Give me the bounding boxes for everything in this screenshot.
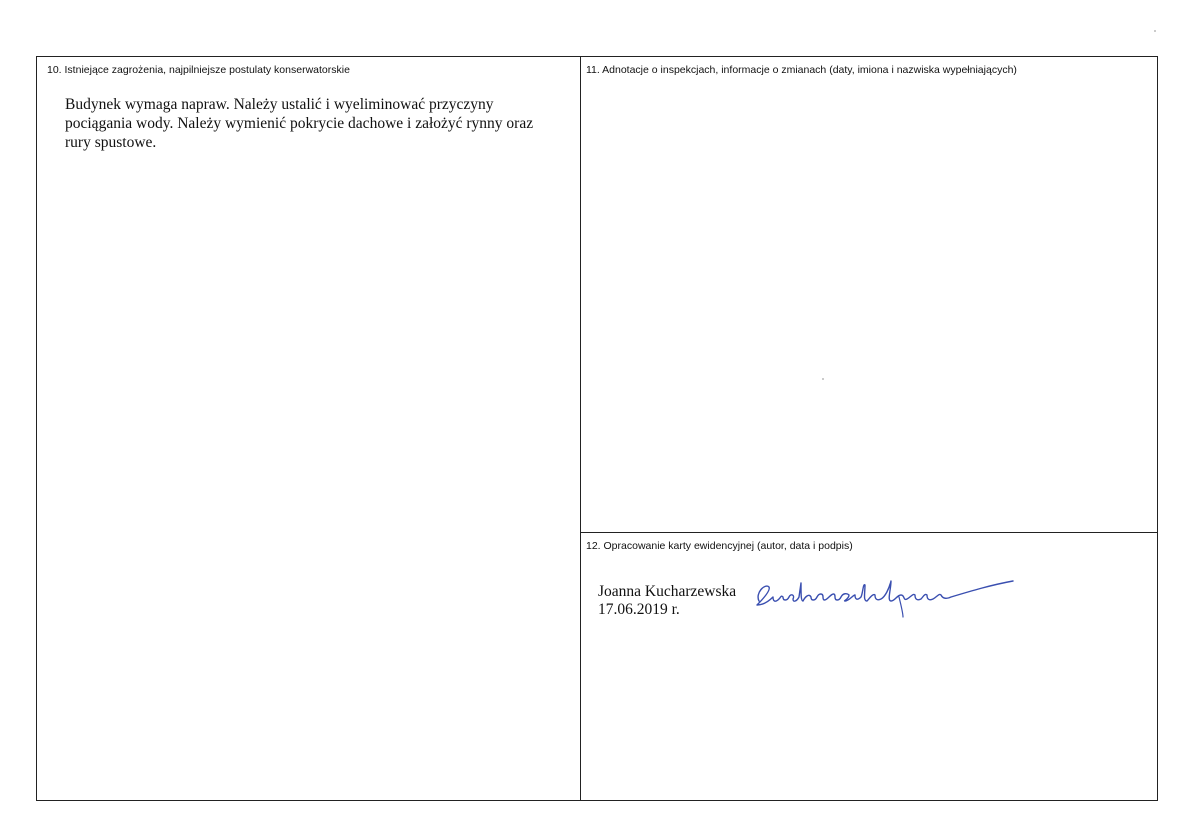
author-name: Joanna Kucharzewska bbox=[598, 583, 737, 600]
handwritten-signature bbox=[751, 571, 1021, 621]
record-card-form bbox=[36, 56, 1158, 801]
scan-speck bbox=[1154, 30, 1156, 32]
author-block bbox=[598, 583, 736, 619]
annotations-section bbox=[581, 57, 1157, 533]
preparation-section bbox=[581, 533, 1157, 800]
threats-section bbox=[37, 57, 581, 800]
scan-speck bbox=[822, 378, 824, 380]
preparation-section-label: 12. Opracowanie karty ewidencyjnej (autor, data i podpis) bbox=[586, 540, 853, 552]
threats-section-text: Budynek wymaga napraw. Należy ustalić i wyeliminować przyczyny pociągania wody. Należy wymienić pokrycie dachowe i założyć rynny oraz rury spustowe. bbox=[65, 96, 534, 151]
preparation-date: 17.06.2019 r. bbox=[598, 601, 680, 618]
annotations-section-label: 11. Adnotacje o inspekcjach, informacje o zmianach (daty, imiona i nazwiska wypełniających) bbox=[586, 64, 1017, 76]
threats-section-label: 10. Istniejące zagrożenia, najpilniejsze postulaty konserwatorskie bbox=[47, 64, 350, 76]
